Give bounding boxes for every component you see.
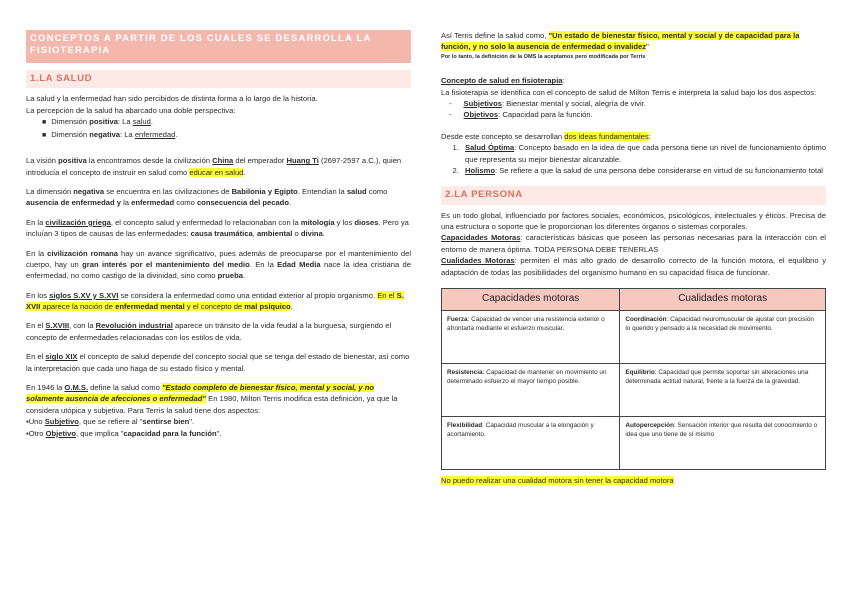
paragraph-griega: En la civilización griega, el concepto salud y enfermedad lo relacionaban con la mitología y los dioses. Pero ya incluían 3 tipos de causas de las enfermedades: causa traumática, ambiental o divina. (26, 217, 409, 239)
section-title-persona: 2.LA PERSONA (441, 186, 826, 204)
footer-note: No puedo realizar una cualidad motora sin tener la capacidad motora (441, 475, 674, 485)
paragraph-xviii: En el S.XVIII, con la Revolución industrial aparece un tránsito de la vida feudal a la burguesa, surgiendo el concepto de enfermedades relacionadas con los estilos de vida. (26, 321, 392, 342)
table-cell: Equilibrio: Capacidad que permite soportar sin alteraciones una determinada actitud natural, frente a la fuerza de la gravedad. (620, 363, 826, 416)
cualidades-paragraph: Cualidades Motoras: permiten el más alto grado de desarrollo correcto de la función motora, el equilibrio y adaptación de todas las posibilidades del organismo humano en su capacidad física de funcionar. (441, 256, 826, 277)
table-cell: Flexibilidad: Capacidad muscular a la elongación y acortamiento. (442, 416, 620, 469)
paragraph-oms: En 1946 la O.M.S. define la salud como "Estado completo de bienestar físico, mental y social, y no solamente ausencia de afecciones o enfermedad" En 1980, Milton Terris modifica esta definición, ya que la considera utópica y subjetiva. Para Terris la salud tiene dos aspectos: (26, 383, 398, 415)
list-item: 2. Holismo: Se refiere a que la salud de una persona debe considerarse en virtud de su funcionamiento total (461, 165, 826, 176)
terris-definition: Así Terris define la salud como, "Un estado de bienestar físico, mental y social y de capacidad para la función, y no solo la ausencia de enfermedad o invalidez" (441, 31, 800, 52)
fisio-paragraph: La fisioterapia se identifica con el concepto de salud de Milton Terris e interpreta la salud bajo los dos aspectos: (441, 87, 817, 97)
list-item: - Subjetivos: Bienestar mental y social, alegría de vivir. (449, 98, 826, 109)
motor-table (441, 288, 826, 470)
list-item: - Objetivos: Capacidad para la función. (449, 109, 826, 120)
table-cell: Coordinación: Capacidad neuromuscular de ajustar con precisión lo querido y pensado a la necesidad de movimiento. (620, 310, 826, 363)
right-column (441, 30, 826, 494)
list-item: 1. Salud Óptima: Concepto basado en la idea de que cada persona tiene un nivel de funcionamiento óptimo que representa su mejor bienestar alcanzable. (461, 142, 826, 165)
paragraph-negativa: La dimensión negativa se encuentra en las civilizaciones de Babilonia y Egipto. Entendían la salud como ausencia de enfermedad y la enfermedad como consecuencia del pecado. (26, 186, 388, 208)
table-header-row (442, 289, 826, 311)
list-item: ■ Dimensión negativa: La enfermedad. (42, 129, 411, 142)
paragraph-xix: En el siglo XIX el concepto de salud depende del concepto social que se tenga del estado de bienestar, así como la interpretación que cada uno haga de su estado físico y mental. (26, 352, 410, 373)
aspects-list (441, 98, 826, 121)
table-row (442, 310, 826, 363)
ideas-intro: Desde este concepto se desarrollan dos ideas fundamentales: (441, 131, 651, 141)
list-item: ■ Dimensión positiva: La salud. (42, 116, 411, 129)
intro-line-1: La salud y la enfermedad han sido percibidos de distinta forma a lo largo de la historia. (26, 94, 318, 104)
perspective-list (26, 116, 411, 141)
paragraph-romana: En la civilización romana hay un avance significativo, pues además de preocuparse por el mantenimiento del cuerpo, hay un gran interés por el mantenimiento del medio. En la Edad Media nace la idea cristiana de enfermedad, no como castigo de la divinidad, sino como prueba. (26, 248, 412, 281)
table-cell: Fuerza: Capacidad de vencer una resistencia exterior o afrontarla mediante el esfuerzo muscular. (442, 310, 620, 363)
table-cell: Autopercepción: Sensación interior que resulta del conocimiento o idea que uno tiene de sí mismo (620, 416, 826, 469)
aspect-subjetivo: ▪Uno Subjetivo, que se refiere al "sentirse bien". (26, 417, 195, 427)
paragraph-siglos: En los siglos S.XV y S.XVI se considera la enfermedad como una entidad exterior al propio organismo. En el S. XVII aparece la noción de enfermedad mental y el concepto de mal psíquico. (26, 290, 404, 312)
capacidades-paragraph: Capacidades Motoras: características básicas que poseen las personas necesarias para la interacción con el entorno de manera óptima. TODA PERSONA DEBE TENERLAS (441, 233, 826, 254)
table-header: Capacidades motoras (442, 289, 620, 311)
ideas-list (441, 142, 826, 176)
section-title-salud: 1.LA SALUD (26, 70, 411, 88)
table-row (442, 363, 826, 416)
paragraph-positiva: La visión positiva la encontramos desde la civilización China del emperador Huang Ti (2697-2597 a.C.), quien introducía el concepto de instruir en salud como educar en salud. (26, 156, 402, 177)
intro-line-2: La percepción de la salud ha abarcado una doble perspectiva: (26, 105, 236, 115)
persona-paragraph: Es un todo global, influenciado por factores sociales, económicos, psicológicos, intelectuales y éticos. Precisa de una estructura o soporte que le proporcionan los diferentes órganos o sistemas corporales. (441, 210, 826, 232)
aspect-objetivo: ▪Otro Objetivo, que implica "capacidad para la función". (26, 428, 222, 438)
main-title: CONCEPTOS A PARTIR DE LOS CUALES SE DESARROLLA LA FISIOTERAPIA (26, 30, 411, 63)
table-cell: Resistencia: Capacidad de mantener en movimiento un determinado esfuerzo el mayor tiempo posible. (442, 363, 620, 416)
table-header: Cualidades motoras (620, 289, 826, 311)
left-column (26, 70, 411, 439)
table-row (442, 416, 826, 469)
fisio-subtitle: Concepto de salud en fisioterapia: (441, 76, 565, 86)
terris-note: Por lo tanto, la definición de la OMS la aceptamos pero modificada por Terris (441, 53, 646, 60)
